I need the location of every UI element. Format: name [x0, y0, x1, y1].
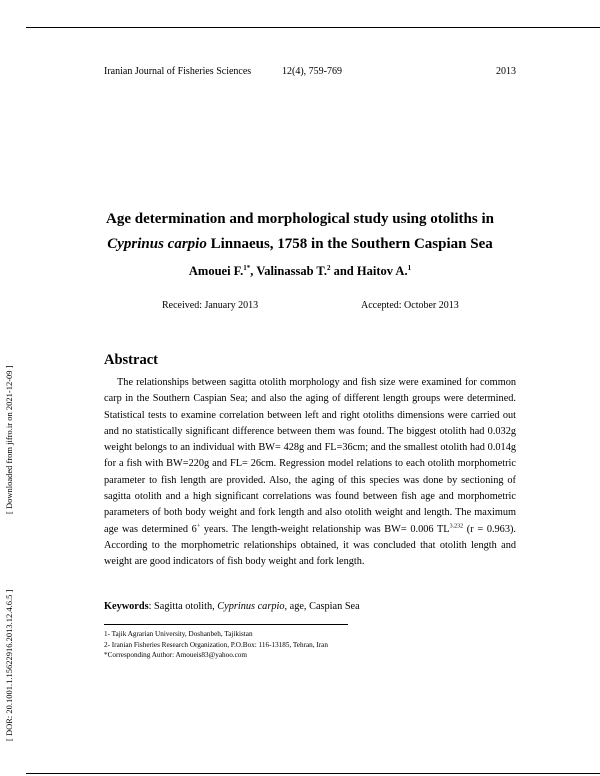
download-note: [ Downloaded from jifro.ir on 2021-12-09 ]: [4, 365, 14, 515]
author-separator: ,: [250, 264, 257, 279]
doi-note: [ DOR: 20.1001.1.15622916.2013.12.4.6.5 ]: [4, 589, 14, 741]
author-list: [60, 264, 540, 279]
abstract-body: [104, 375, 516, 571]
keywords: Keywords: Sagitta otolith, Cyprinus carpio, age, Caspian Sea: [104, 601, 360, 612]
keywords-label: Keywords: [104, 601, 149, 612]
author-2: Valinassab T.: [256, 264, 327, 279]
author-separator: and: [330, 264, 357, 279]
footnotes: [104, 629, 516, 661]
footnote-affiliation-2: 2- Iranian Fisheries Research Organization, P.O.Box: 116-13185, Tehran, Iran: [104, 640, 328, 649]
footnote-corresponding: *Corresponding Author: Amoueis83@yahoo.com: [104, 651, 247, 659]
footnote-affiliation-1: 1- Tajik Agrarian University, Doshanbeh, Tajikistan: [104, 630, 253, 638]
abstract-paragraph: The relationships between sagitta otolith morphology and fish size were examined for common carp in the Southern Caspian Sea; and also the aging of different length groups were determined. Statistical tests to examine correlation between left and right otoliths dimensions were carried out and no statistically significant difference between them was found. The biggest otolith had 0.032g weight belongs to an individual with BW= 428g and FL=36cm; and the smallest otolith had 0.014g for a fish with BW=220g and FL= 26cm. Regression model relations to each otolith morphometric parameter to fish length are provided. Also, the aging of this species was done by sectioning of sagitta otolith and a high significant correlations was found between fish age and morphometric parameters of both body weight and fork length and also otolith weight and length. The maximum age was determined 6+ years. The length-weight relationship was BW= 0.006 $TL^{3.232}$ (r = 0.963). According to the morphometric relationships obtained, it was concluded that otolith length and weight are good indicators of fish body weight and fork length.: [104, 377, 516, 568]
header-year: 2013: [496, 66, 516, 77]
author-3-affiliation: 1: [407, 264, 412, 272]
author-2-affiliation: 2: [326, 264, 331, 272]
title-line-2-rest: Linnaeus, 1758 in the Southern Caspian Sea: [206, 236, 493, 252]
author-1-affiliation: 1*: [243, 264, 251, 272]
author-3: Haitov A.: [356, 264, 408, 279]
bottom-rule: [26, 773, 600, 774]
abstract-heading: Abstract: [104, 352, 158, 368]
top-rule: [26, 27, 600, 28]
exponent-superscript: 3.232: [449, 523, 464, 530]
accepted-date: Accepted: October 2013: [361, 300, 459, 311]
keywords-species: Cyprinus carpio: [217, 601, 285, 612]
running-header: [104, 66, 516, 80]
title-line-2: [60, 232, 540, 257]
volume-pages: 12(4), 759-769: [282, 66, 342, 77]
title-line-1: Age determination and morphological study using otoliths in: [106, 211, 494, 227]
journal-name: Iranian Journal of Fisheries Sciences: [104, 66, 252, 77]
corresponding-marker: *: [246, 264, 251, 272]
received-date: Received: January 2013: [162, 300, 259, 311]
title-species: Cyprinus carpio: [107, 236, 207, 252]
age-superscript: +: [196, 523, 201, 530]
author-1: Amouei F.: [188, 264, 244, 279]
paper-title: [60, 207, 540, 257]
footnote-rule: [104, 624, 348, 625]
